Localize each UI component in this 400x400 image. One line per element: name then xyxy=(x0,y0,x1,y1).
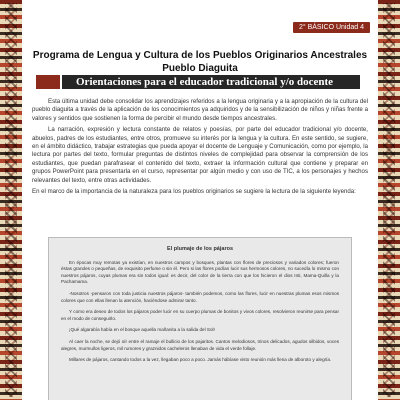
section-title-bar: Orientaciones para el educador tradicional y/o docente xyxy=(62,75,360,89)
program-title xyxy=(30,49,370,75)
body-paragraph: La narración, expresión y lectura constante de relatos y poesías, por parte del educador tradicional y/o docente, abuelos, padres de los estudiantes, entre otros, promueve su interés por la lengua y la cultura. En este sentido, se sugiere, en el ámbito didáctico, trabajar estrategias que pueda apoyar el docente de Lenguaje y Comunicación, como por ejemplo, la lectura por partes del texto, formular preguntas de distintos niveles de complejidad para observar la comprensión de los estudiantes, que puedan parafrasear el contenido del texto, extraer la información cultural que contiene y preparar en grupos PowerPoint para presentarla en el curso, representar por algún medio y con uso de TIC, a los personajes y hechos relevantes del texto, entre otras actividades. xyxy=(32,126,368,184)
body-paragraph: En el marco de la importancia de la naturaleza para los pueblos originarios se sugiere la lectura de la siguiente leyenda: xyxy=(32,188,356,196)
reading-paragraph: Millares de pájaros, cantando todos a la vez, llegaban poco a poco. Jamás hábíase visto reunión más llena de alboroto y alegría. xyxy=(69,357,332,363)
unit-badge: 2° BÁSICO Unidad 4 xyxy=(293,22,370,33)
body-paragraph: Esta última unidad debe consolidar los aprendizajes referidos a la lengua originaria y a la apropiación de la cultura del pueblo diaguita a través de la aplicación de los conocimientos ya adquiridos y de la sensibilización de niños y niñas frente a valores y sentidos que sostienen la forma de percibir el mundo desde tiempos ancestrales. xyxy=(32,98,368,122)
decorative-border-right xyxy=(378,0,400,400)
reading-paragraph: En épocas muy remotas ya existían, en nuestros campos y bosques, plantas con flores de preciosos y variados colores; fueron éstas grandes o pequeñas, de exquisito perfume o sin él. Pero si las flores podían lucir sus hermosos colores, no sucedía lo mismo con nuestros pájaros, cuyas plumas era sin todos igual: es decir, del color de la tierra con que los hicieron el dios Inti, Mama-Quilla y la Pachamama. xyxy=(61,259,339,285)
reading-box xyxy=(48,237,352,400)
reading-paragraph: Y como era deseo de todos los pájaros poder lucir en su cuerpo plumas de bonitos y vivos colores, resolvieron reunirse para pensar en el modo de conseguirlo. xyxy=(61,309,339,321)
reading-paragraph: ¡Qué algarabía había en el bosque aquella mañanita a la salida del Sol! xyxy=(69,327,215,333)
body-text xyxy=(32,98,368,196)
reading-paragraph: Al caer la noche, se dejó oír entre el ramaje el bullicio de los pajaritos. Cantos melodiosos, trinos delicados, agudos silbidos, voces alegres, murmullos ligeros, mil rumores y graznidos cacheleros llenaban de vida el verde follaje. xyxy=(61,338,339,351)
program-title-line2: Pueblo Diaguita xyxy=(162,63,238,74)
reading-paragraph: -Nosotros -pensaron con toda justicia nuestros pájaros- también podemos, como las flores, lucir en nuestras plumas esos mismos colores que con ellas llenan la atención, haciéndose admirar tanto. xyxy=(61,290,339,303)
program-title-line1: Programa de Lengua y Cultura de los Pueblos Originarios Ancestrales xyxy=(32,50,368,61)
decorative-border-left xyxy=(0,0,22,400)
reading-title: El plumaje de los pájaros xyxy=(166,246,234,252)
